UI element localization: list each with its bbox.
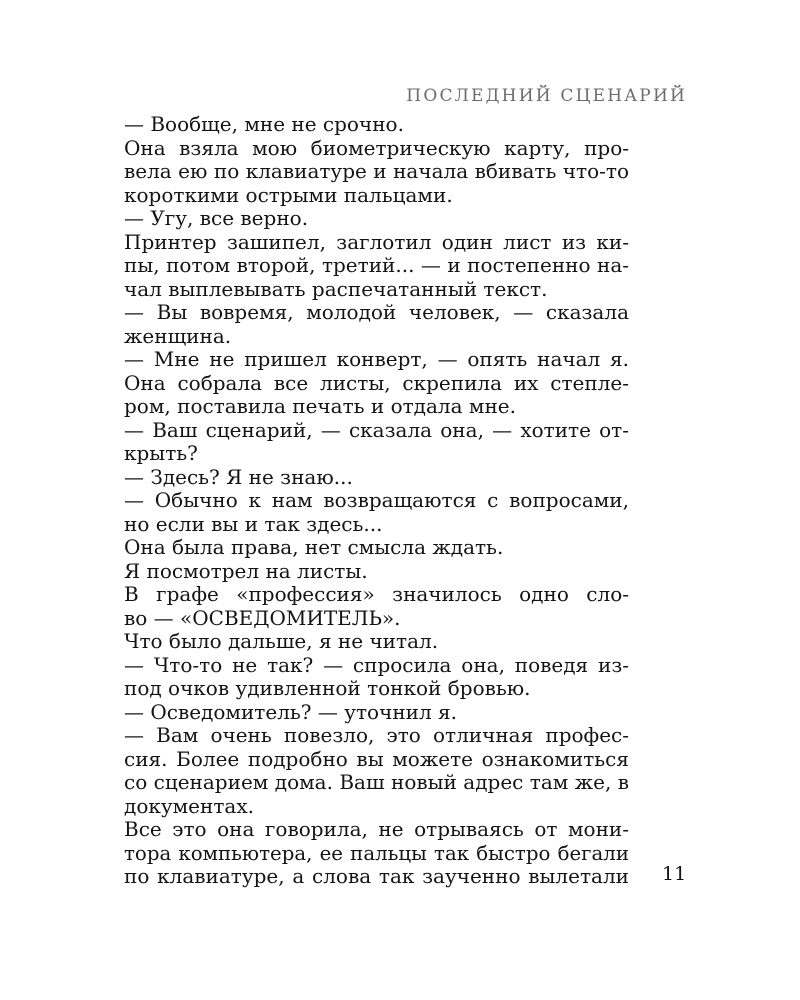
text-line: по клавиатуре, а слова так заученно вылетали <box>124 865 629 888</box>
text-line: но если вы и так здесь... <box>124 512 383 536</box>
text-line: ром, поставила печать и отдала мне. <box>124 395 516 418</box>
text-line: — Осведомитель? — уточнил я. <box>124 700 458 724</box>
text-line: Что было дальше, я не читал. <box>124 630 439 653</box>
page-number: 11 <box>662 863 687 885</box>
text-line: — Вы вовремя, молодой человек, — сказала <box>124 301 629 324</box>
text-line: Я посмотрел на листы. <box>124 559 368 583</box>
text-line: Она собрала все листы, скрепила их степле- <box>124 371 629 395</box>
text-line: — Вам очень повезло, это отличная профес- <box>124 724 629 747</box>
running-title: ПОСЛЕДНИЙ СЦЕНАРИЙ <box>406 86 687 106</box>
text-line: сия. Более подробно вы можете ознакомиться <box>124 747 629 771</box>
text-line: короткими острыми пальцами. <box>124 183 453 207</box>
text-line: — Ваш сценарий, — сказала она, — хотите от- <box>124 418 629 442</box>
text-line: под очков удивленной тонкой бровью. <box>124 677 531 700</box>
text-line: — Обычно к нам возвращаются с вопросами, <box>124 489 629 512</box>
text-line: Все это она говорила, не отрываясь от мони- <box>124 818 629 841</box>
text-line: — Вообще, мне не срочно. <box>124 113 404 136</box>
text-line: — Угу, все верно. <box>124 207 309 230</box>
text-line: — Здесь? Я не знаю... <box>124 465 353 489</box>
text-line: со сценарием дома. Ваш новый адрес там же, в <box>124 771 629 794</box>
text-line: женщина. <box>124 324 232 348</box>
text-line: Она взяла мою биометрическую карту, про- <box>124 136 629 160</box>
text-line: — Что-то не так? — спросила она, поведя из- <box>124 653 629 677</box>
text-line: документах. <box>124 794 254 818</box>
text-line: В графе «профессия» значилось одно сло- <box>124 583 629 606</box>
text-line: тора компьютера, ее пальцы так быстро бегали <box>124 841 629 865</box>
text-line: во — «ОСВЕДОМИТЕЛЬ». <box>124 606 401 630</box>
text-line: чал выплевывать распечатанный текст. <box>124 277 548 301</box>
text-line: Принтер зашипел, заглотил один лист из ки- <box>124 230 629 254</box>
text-line: крыть? <box>124 442 198 465</box>
body-text <box>124 113 629 889</box>
text-line: — Мне не пришел конверт, — опять начал я. <box>124 348 629 371</box>
text-line: пы, потом второй, третий... — и постепенно на- <box>124 254 629 277</box>
text-line: Она была права, нет смысла ждать. <box>124 536 504 559</box>
text-line: вела ею по клавиатуре и начала вбивать что-то <box>124 160 629 183</box>
